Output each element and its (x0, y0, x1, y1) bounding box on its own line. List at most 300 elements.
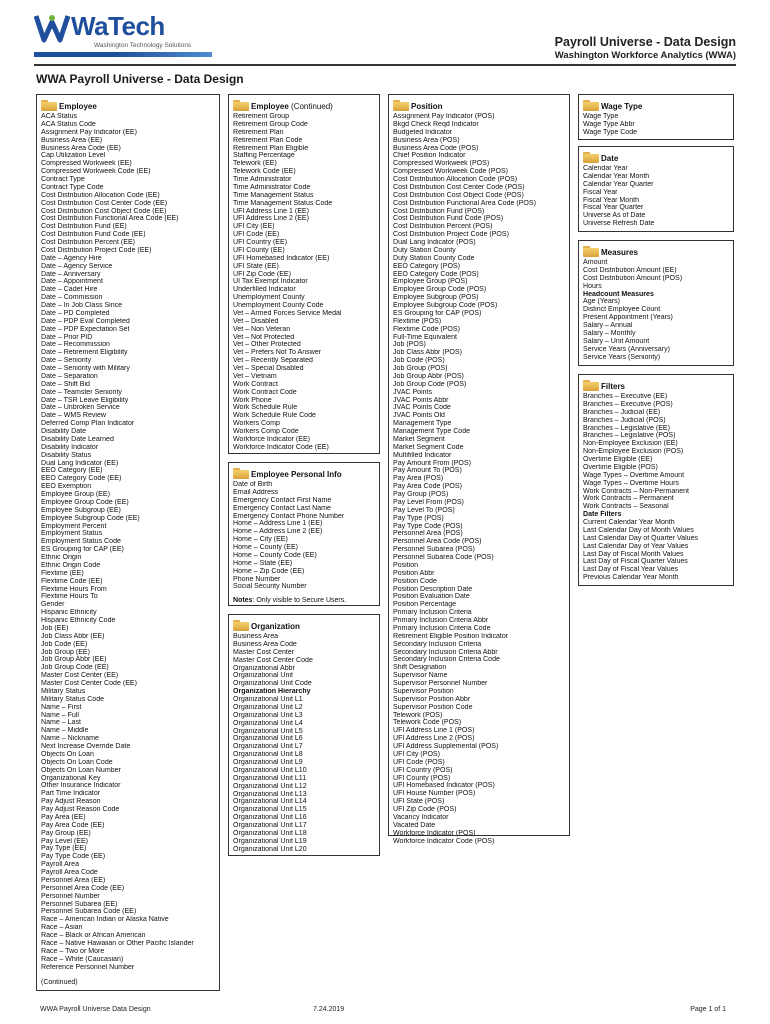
list-item: Personnel Subarea (EE) (41, 900, 118, 908)
list-item: Retirement Group (233, 113, 290, 120)
list-item: UFI City (POS) (393, 750, 440, 758)
list-item: Distinct Employee Count (583, 306, 661, 314)
list-item: Reference Personnel Number (41, 963, 135, 971)
list-item: UFI Address Line 2 (EE) (233, 215, 309, 223)
list-item: UFI County (POS) (393, 774, 451, 782)
list-item: Race – Asian (41, 924, 83, 932)
list-item: JVAC Points (393, 388, 433, 396)
list-item: Workforce Indicator (EE) (233, 435, 311, 443)
list-item: Duty Station County (393, 246, 456, 254)
list-item: Job Group Code (EE) (41, 664, 109, 672)
list-item: Job Class Abbr (EE) (41, 632, 105, 640)
list-item: Date – Seniority with Military (41, 365, 130, 372)
document-subtitle: Washington Workforce Analytics (WWA) (554, 50, 736, 61)
list-item: Part Time Indicator (41, 790, 101, 798)
list-item: Employee Subgroup (POS) (393, 294, 479, 302)
list-item: Vet – Recently Separated (233, 357, 313, 365)
list-item: Home – Address Line 1 (EE) (233, 520, 323, 528)
list-item: Branches – Legislative (EE) (583, 424, 670, 432)
list-item: Flextime Hours To (41, 593, 98, 601)
list-item: Market Segment Code (393, 443, 464, 451)
list-item: Home – State (EE) (233, 559, 293, 567)
list-item: Social Security Number (233, 583, 307, 591)
wage-type-list (583, 113, 729, 137)
list-item: Wage Types – Overtime Amount (583, 471, 685, 479)
list-item: Time Management Status (233, 191, 314, 199)
list-item: Pay Type Code (EE) (41, 853, 106, 861)
list-item: Personnel Subarea (POS) (393, 546, 475, 554)
list-item: Amount (583, 259, 608, 266)
list-item: Date of Birth (233, 481, 273, 488)
list-item: Dual Lang Indicator (EE) (41, 459, 119, 467)
list-item: Phone Number (233, 575, 281, 583)
list-item: Position Description Date (393, 585, 473, 593)
position-box (388, 94, 570, 845)
list-item: Last Calendar Day of Quarter Values (583, 534, 699, 542)
list-item: UFI Code (POS) (393, 758, 445, 766)
list-item: Pay Area (EE) (41, 813, 86, 821)
list-item: Employment Status (41, 530, 103, 538)
list-item: Job Code (EE) (41, 640, 88, 648)
list-item: Race – Two or More (41, 947, 105, 955)
list-item: Staffing Percentage (233, 152, 295, 160)
list-item: UFI Zip Code (POS) (393, 806, 457, 813)
list-item: Date – Commission (41, 294, 103, 302)
list-item: JVAC Points Code (393, 404, 451, 412)
list-item: Market Segment (393, 435, 445, 443)
list-item: Compressed Workweek Code (EE) (41, 168, 151, 176)
continued-note: (Continued) (41, 979, 78, 987)
list-item: Organizational Unit L20 (233, 845, 307, 853)
list-item: Organizational Unit L15 (233, 806, 307, 814)
list-item: Salary – Monthly (583, 329, 636, 337)
list-item: Job Group (EE) (41, 648, 90, 656)
list-item: Payroll Area (41, 861, 79, 869)
list-item: Time Administrator (233, 176, 292, 183)
list-item: Military Status Code (41, 695, 105, 703)
list-item: Objects On Loan (41, 750, 94, 758)
folder-icon (393, 100, 409, 111)
personal-info-note: Notes: Only visible to Secure Users. (233, 597, 347, 605)
list-item: Job (POS) (393, 341, 426, 349)
list-item: Race – Native Hawaiian or Other Pacific Islander (41, 939, 194, 947)
list-item: Salary – Annual (583, 322, 633, 329)
watech-logo (34, 12, 214, 52)
list-item: Disability Indicator (41, 443, 99, 451)
list-item: Primary Inclusion Criteria Abbr (393, 617, 489, 624)
list-item: Business Area Code (EE) (41, 144, 121, 152)
list-item: Cap Utilization Level (41, 152, 106, 160)
list-item: UFI Code (EE) (233, 231, 280, 239)
list-item: Supervisor Position Code (393, 703, 473, 711)
list-item: Pay Amount From (POS) (393, 459, 471, 467)
list-item: Master Cost Center Code (EE) (41, 680, 137, 687)
list-item: Disability Date (41, 428, 87, 435)
list-item: Job Group Abbr (POS) (393, 372, 464, 380)
list-item: Email Address (233, 488, 279, 496)
date-list (583, 165, 729, 228)
list-item: Vacancy Indicator (393, 813, 449, 821)
list-item: Emergency Contact Phone Number (233, 512, 345, 520)
list-item: Organizational Unit L5 (233, 727, 303, 735)
list-item: Date – Agency Service (41, 262, 113, 270)
list-item: Last Calendar Day of Year Values (583, 542, 689, 550)
list-item: Master Cost Center (233, 648, 295, 656)
list-item: Pay Level (EE) (41, 837, 88, 845)
list-item: Employee Group Code (POS) (393, 286, 487, 294)
list-item: Date – Recommission (41, 341, 110, 349)
list-item: Vet – Non Veteran (233, 325, 291, 333)
list-item: Pay Type (POS) (393, 514, 444, 522)
list-item: Retirement Plan Code (233, 136, 303, 144)
list-item: Cost Distribution Amount (EE) (583, 266, 677, 274)
list-item: Business Area Code (233, 640, 297, 648)
list-item: Date – PDP Expectation Set (41, 325, 130, 333)
list-item: Compressed Workweek (POS) (393, 160, 490, 168)
personal-info-title: Employee Personal Info (251, 470, 342, 479)
list-item: Multifilled Indicator (393, 451, 452, 459)
list-item: Vet – Other Protected (233, 341, 301, 349)
list-item: Organizational Abbr (233, 664, 295, 672)
list-item: Supervisor Position (393, 687, 454, 695)
list-item: UFI State (EE) (233, 262, 279, 270)
list-item: Vet – Vietnam (233, 372, 277, 380)
folder-icon (233, 468, 249, 479)
list-item: Workforce Indicator Code (EE) (233, 443, 329, 451)
list-item: Employment Percent (41, 522, 107, 530)
footer-page: Page 1 of 1 (690, 1006, 726, 1013)
list-item: Overtime Eligible (EE) (583, 456, 653, 463)
list-item: Other Insurance Indicator (41, 782, 121, 790)
list-item: Telework Code (EE) (233, 168, 296, 176)
list-item: Current Calendar Year Month (583, 519, 675, 526)
list-item: JVAC Points Old (393, 412, 445, 420)
headcount-measures-list (583, 298, 729, 361)
list-item: Ethnic Origin Code (41, 561, 101, 569)
list-item: Pay Area Code (POS) (393, 483, 462, 491)
list-item: UFI Address Line 1 (POS) (393, 727, 475, 735)
list-item: Pay Level To (POS) (393, 506, 455, 514)
list-item: Pay Group (POS) (393, 491, 449, 498)
list-item: Universe As of Date (583, 212, 646, 220)
list-item: Time Management Status Code (233, 199, 333, 207)
organization-hierarchy-heading: Organization Hierarchy (233, 688, 311, 696)
list-item: Job Group (POS) (393, 365, 448, 372)
date-filters-heading: Date Filters (583, 511, 622, 519)
date-box (578, 146, 734, 232)
list-item: Emergency Contact Last Name (233, 504, 331, 512)
list-item: Dual Lang Indicator (POS) (393, 239, 476, 246)
list-item: Organizational Unit L18 (233, 829, 307, 837)
employee-continued-title: Employee (251, 102, 289, 111)
list-item: Pay Adjust Reason (41, 798, 101, 806)
list-item: Duty Station County Code (393, 254, 475, 262)
list-item: Employee Subgroup Code (EE) (41, 514, 140, 522)
folder-icon (583, 100, 599, 111)
list-item: Personnel Area Code (EE) (41, 884, 125, 892)
list-item: Branches – Executive (POS) (583, 400, 673, 408)
list-item: Cost Distribution Amount (POS) (583, 274, 683, 282)
list-item: Date – Teamster Seniority (41, 388, 122, 396)
list-item: Telework (POS) (393, 711, 443, 719)
list-item: Disability Date Learned (41, 435, 114, 443)
list-item: Cost Distribution Allocation Code (EE) (41, 191, 160, 199)
document-title: Payroll Universe - Data Design (554, 35, 736, 49)
list-item: Name – Full (41, 711, 79, 719)
list-item: Workforce Indicator (POS) (393, 829, 476, 837)
list-item: Job Code (POS) (393, 357, 445, 365)
list-item: Calendar Year (583, 165, 628, 172)
filters-list (583, 393, 729, 511)
list-item: Cost Distribution Cost Object Code (EE) (41, 207, 167, 215)
list-item: UFI Address Line 1 (EE) (233, 207, 309, 215)
list-item: Objects On Loan Code (41, 758, 113, 766)
list-item: Organizational Unit L19 (233, 837, 307, 845)
list-item: EEO Category (EE) (41, 467, 103, 475)
list-item: Organizational Unit L4 (233, 719, 303, 727)
list-item: Organizational Unit L8 (233, 751, 303, 759)
list-item: UFI Country (POS) (393, 766, 453, 774)
list-item: Organizational Unit L17 (233, 822, 307, 829)
employee-continued-box (228, 94, 380, 454)
list-item: UFI Address Supplemental (POS) (393, 743, 499, 750)
watech-logo-mark-icon (34, 12, 70, 44)
list-item: Position (393, 561, 419, 569)
list-item: Vacated Date (393, 821, 436, 829)
list-item: Pay Group (EE) (41, 829, 91, 837)
list-item: Organizational Unit L14 (233, 798, 307, 806)
list-item: UFI County (EE) (233, 246, 285, 254)
list-item: Race – White (Caucasian) (41, 955, 124, 963)
list-item: Personnel Area (POS) (393, 530, 463, 538)
list-item: Vet – Disabled (233, 317, 279, 325)
list-item: Cost Distribution Fund Code (EE) (41, 231, 146, 239)
footer-left: WWA Payroll Universe Data Design (40, 1006, 151, 1013)
list-item: Master Cost Center (EE) (41, 672, 119, 680)
list-item: Personnel Subarea Code (EE) (41, 908, 137, 916)
list-item: JVAC Points Abbr (393, 396, 449, 404)
date-title: Date (601, 154, 619, 163)
list-item: Payroll Area Code (41, 869, 98, 876)
list-item: Work Contract (233, 380, 278, 388)
list-item: Flextime Hours From (41, 585, 107, 593)
list-item: Organizational Unit L2 (233, 703, 303, 711)
filters-title: Filters (601, 382, 626, 391)
list-item: Employee Subgroup Code (POS) (393, 302, 498, 309)
list-item: Master Cost Center Code (233, 656, 313, 664)
organization-hierarchy-list (233, 696, 375, 854)
list-item: Home – Zip Code (EE) (233, 567, 305, 575)
list-item: Hispanic Ethnicity (41, 609, 97, 617)
list-item: Service Years (Anniversary) (583, 345, 670, 353)
list-item: Vet – Not Protected (233, 333, 295, 341)
organization-box (228, 614, 380, 856)
list-item: Management Type Code (393, 428, 471, 435)
list-item: EEO Category Code (POS) (393, 270, 479, 278)
list-item: Branches – Legislative (POS) (583, 432, 676, 440)
list-item: Date – Retirement Eligibility (41, 349, 128, 357)
list-item: Overtime Eligible (POS) (583, 463, 658, 471)
list-item: Business Area (EE) (41, 136, 103, 144)
footer-date: 7.24.2019 (313, 1006, 345, 1013)
list-item: Employee Group Code (EE) (41, 498, 129, 506)
list-item: Name – First (41, 703, 82, 711)
list-item: ES Grouping for CAP (EE) (41, 546, 124, 554)
list-item: Position Code (393, 577, 437, 585)
list-item: Work Contracts – Permanent (583, 495, 674, 503)
list-item: Employee Subgroup (EE) (41, 506, 121, 514)
list-item: Vet – Prefers Not To Answer (233, 349, 321, 357)
list-item: Pay Type Code (POS) (393, 522, 463, 530)
list-item: Retirement Eligible Position Indicator (393, 632, 509, 640)
list-item: Pay Area Code (EE) (41, 821, 105, 829)
list-item: Date – Unbroken Service (41, 404, 120, 412)
list-item: Secondary Inclusion Criteria (393, 640, 482, 648)
list-item: Cost Distribution Percent (POS) (393, 223, 493, 231)
list-item: UFI Country (EE) (233, 239, 288, 246)
list-item: Primary Inclusion Criteria Code (393, 624, 491, 632)
list-item: Workforce Indicator Code (POS) (393, 837, 495, 845)
list-item: Branches – Executive (EE) (583, 393, 668, 400)
list-item: Last Calendar Day of Month Values (583, 526, 694, 534)
list-item: Unemployment County Code (233, 302, 324, 309)
list-item: Cost Distribution Functional Area Code (POS) (393, 199, 536, 207)
list-item: UFI City (EE) (233, 223, 275, 231)
list-item: Fiscal Year Month (583, 196, 640, 204)
list-item: Next Increase Override Date (41, 743, 131, 750)
list-item: Name – Middle (41, 727, 89, 735)
list-item: Job Group Code (POS) (393, 380, 467, 388)
list-item: UFI Address Line 2 (POS) (393, 735, 475, 743)
list-item: Work Contract Code (233, 388, 297, 396)
list-item: Job (EE) (41, 624, 69, 632)
list-item: Date – Seniority (41, 357, 92, 365)
list-item: Position Percentage (393, 601, 457, 609)
headcount-measures-heading: Headcount Measures (583, 290, 654, 298)
measures-title: Measures (601, 248, 638, 257)
list-item: Job Group Abbr (EE) (41, 656, 107, 664)
list-item: Workers Comp (233, 420, 280, 428)
list-item: Salary – Unit Amount (583, 337, 650, 345)
list-item: ACA Status (41, 113, 78, 120)
list-item: Hispanic Ethnicity Code (41, 617, 116, 624)
list-item: Cost Distribution Fund (EE) (41, 223, 127, 231)
list-item: Work Contracts – Non-Permanent (583, 487, 690, 495)
list-item: Organizational Unit L3 (233, 711, 303, 719)
list-item: UFI House Number (POS) (393, 790, 476, 798)
list-item: Cost Distribution Cost Center Code (POS) (393, 183, 525, 191)
list-item: Date – PDP Eval Completed (41, 317, 130, 325)
list-item: UFI Homebased Indicator (POS) (393, 782, 495, 790)
list-item: Home – County (EE) (233, 544, 299, 551)
list-item: Personnel Number (41, 892, 100, 900)
list-item: EEO Category Code (EE) (41, 475, 122, 483)
list-item: Organizational Unit L16 (233, 814, 307, 822)
list-item: Name – Nickname (41, 735, 99, 743)
list-item: Home – City (EE) (233, 536, 288, 544)
list-item: Fiscal Year (583, 188, 618, 196)
list-item: Disability Status (41, 451, 92, 459)
list-item: Contract Type (41, 176, 85, 183)
list-item: Assignment Pay Indicator (POS) (393, 113, 495, 120)
list-item: Calendar Year Quarter (583, 180, 654, 188)
folder-icon (41, 100, 57, 111)
list-item: Date – Shift Bid (41, 380, 90, 388)
list-item: Flextime (POS) (393, 317, 442, 325)
list-item: Shift Designation (393, 664, 447, 672)
list-item: Hours (583, 282, 602, 290)
list-item: Date – TSR Leave Eligibility (41, 396, 129, 404)
list-item: Position Abbr (393, 569, 435, 577)
list-item: Work Schedule Rule Code (233, 412, 316, 420)
list-item: Cost Distribution Project Code (POS) (393, 231, 509, 239)
list-item: Name – Last (41, 719, 81, 727)
list-item: Pay Type (EE) (41, 845, 87, 853)
list-item: Secondary Inclusion Criteria Abbr (393, 648, 498, 656)
employee-continued-note: (Continued) (291, 102, 333, 111)
list-item: Compressed Workweek Code (POS) (393, 168, 509, 176)
list-item: Management Type (393, 420, 452, 428)
list-item: Employee Group (EE) (41, 491, 110, 498)
list-item: Organizational Unit (233, 672, 293, 680)
date-filters-list (583, 519, 729, 582)
employee-list (41, 113, 215, 971)
list-item: Date – WMS Review (41, 412, 107, 420)
list-item: Telework (EE) (233, 160, 277, 168)
logo-subtitle: Washington Technology Solutions (94, 42, 192, 49)
list-item: Organizational Unit L1 (233, 696, 303, 703)
list-item: Supervisor Name (393, 672, 448, 680)
wage-type-box (578, 94, 734, 140)
list-item: Deferred Comp Plan Indicator (41, 420, 135, 428)
list-item: Assignment Pay Indicator (EE) (41, 128, 137, 136)
page-title: WWA Payroll Universe - Data Design (36, 72, 244, 86)
list-item: Chief Position Indicator (393, 152, 466, 160)
organization-list (233, 633, 375, 688)
list-item: Flextime Code (EE) (41, 577, 103, 585)
list-item: Date – Separation (41, 372, 98, 380)
measures-box (578, 240, 734, 366)
list-item: Wage Type (583, 113, 619, 120)
list-item: Secondary Inclusion Criteria Code (393, 656, 500, 664)
list-item: Job Class Abbr (POS) (393, 349, 462, 357)
list-item: UI Tax Exempt Indicator (233, 278, 308, 286)
list-item: Pay Area (POS) (393, 475, 444, 483)
list-item: Telework Code (POS) (393, 719, 462, 727)
folder-icon (583, 380, 599, 391)
list-item: Cost Distribution Fund (POS) (393, 207, 485, 215)
position-list (393, 113, 565, 845)
list-item: Workers Comp Code (233, 428, 299, 435)
list-item: Retirement Group Code (233, 120, 308, 128)
list-item: Employee Group (POS) (393, 278, 468, 286)
list-item: Personnel Subarea Code (POS) (393, 554, 494, 561)
list-item: Supervisor Personnel Number (393, 680, 488, 687)
list-item: UFI Homebased Indicator (EE) (233, 254, 330, 262)
list-item: Wage Types – Overtime Hours (583, 479, 679, 487)
folder-icon (583, 152, 599, 163)
list-item: Position Evaluation Date (393, 593, 470, 601)
employee-box (36, 94, 220, 991)
list-item: Pay Level From (POS) (393, 498, 464, 506)
list-item: Organizational Unit L11 (233, 774, 307, 782)
employee-card (37, 99, 219, 986)
list-item: Ethnic Origin (41, 554, 82, 561)
list-item: Pay Amount To (POS) (393, 467, 462, 475)
list-item: Organizational Unit L9 (233, 759, 303, 766)
list-item: Cost Distribution Percent (EE) (41, 239, 135, 246)
list-item: Date – In Job Class Since (41, 302, 123, 309)
